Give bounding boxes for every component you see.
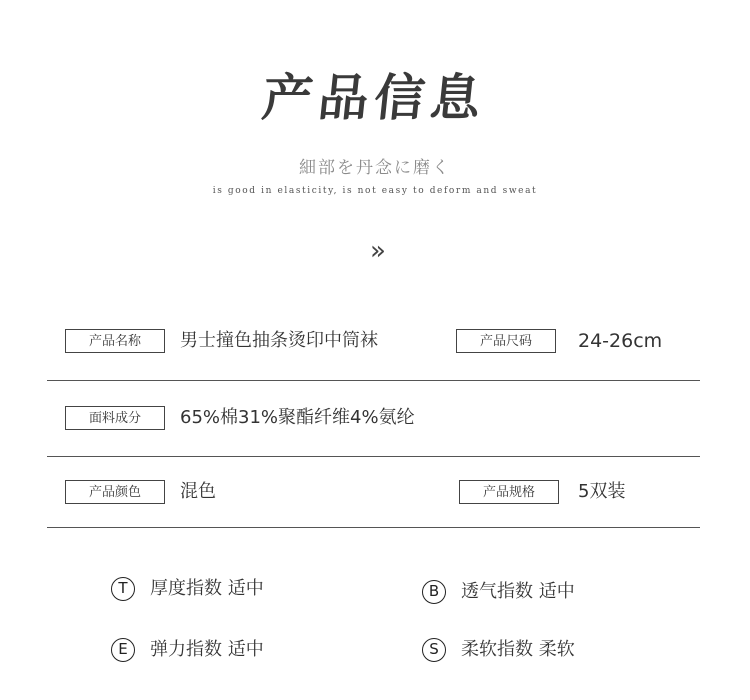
elasticity-index-text: 弹力指数 适中 xyxy=(150,639,264,660)
elasticity-index-icon: E xyxy=(111,638,135,662)
thickness-index-icon: T xyxy=(111,577,135,601)
spec-value-color: 混色 xyxy=(180,481,216,502)
spec-label-product-name: 产品名称 xyxy=(65,329,165,353)
breathability-index-text: 透气指数 适中 xyxy=(461,581,575,602)
spec-label-color: 产品颜色 xyxy=(65,480,165,504)
spec-value-spec: 5双装 xyxy=(578,481,626,502)
spec-value-product-name: 男士撞色抽条烫印中筒袜 xyxy=(180,330,378,351)
thickness-index-text: 厚度指数 适中 xyxy=(150,578,264,599)
divider xyxy=(47,456,700,457)
double-chevron-right-icon: » xyxy=(370,236,380,266)
spec-label-material: 面料成分 xyxy=(65,406,165,430)
spec-value-material: 65%棉31%聚酯纤维4%氨纶 xyxy=(180,407,415,428)
softness-index-icon: S xyxy=(422,638,446,662)
page-title: 产品信息 xyxy=(259,68,490,127)
divider xyxy=(47,527,700,528)
breathability-index-icon: B xyxy=(422,580,446,604)
softness-index-text: 柔软指数 柔软 xyxy=(461,639,575,660)
spec-label-spec: 产品规格 xyxy=(459,480,559,504)
divider xyxy=(47,380,700,381)
page-subtitle: 細部を丹念に磨く xyxy=(299,158,451,178)
spec-value-size: 24-26cm xyxy=(578,330,663,352)
page-tagline: is good in elasticity, is not easy to deform and sweat xyxy=(212,186,538,196)
spec-label-size: 产品尺码 xyxy=(456,329,556,353)
